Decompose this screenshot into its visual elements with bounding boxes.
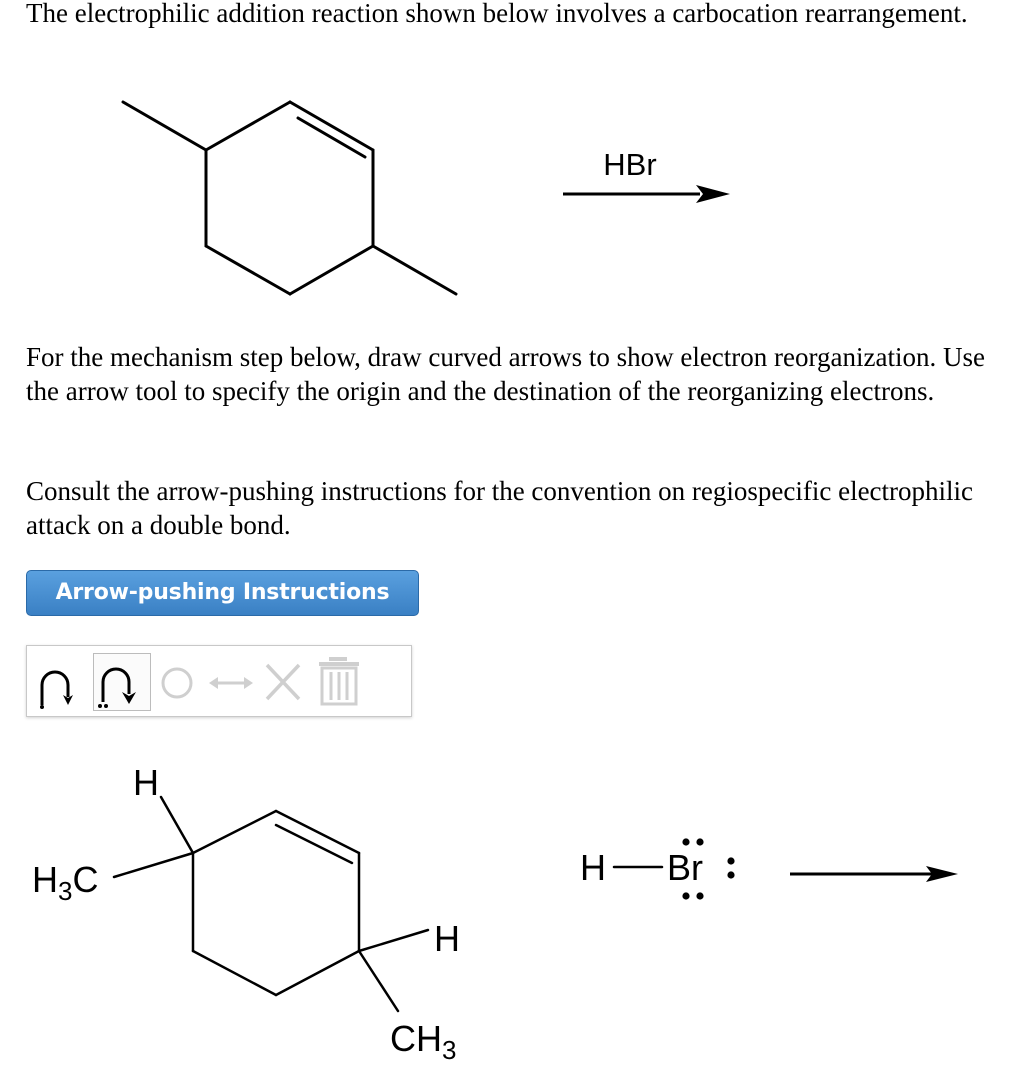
- instruction-text: For the mechanism step below, draw curved arrows to show electron reorganization. Use the arrow tool to specify the origin and the destination of the reorganizing electrons.: [26, 342, 985, 406]
- arrow-toolbar: [26, 645, 412, 717]
- mechanism-canvas[interactable]: [0, 745, 1024, 1085]
- consult-text: Consult the arrow-pushing instructions for the convention on regiospecific electrophilic attack on a double bond.: [26, 476, 974, 540]
- trash-icon: [311, 653, 367, 711]
- h-top-label: H: [133, 762, 159, 803]
- clear-tool[interactable]: [311, 653, 367, 711]
- single-curved-arrow-tool[interactable]: [33, 653, 89, 711]
- reactant-structure: [0, 0, 1024, 320]
- mechanism-arrow: [790, 866, 958, 882]
- delete-x-icon: [259, 653, 307, 711]
- single-curved-arrow-icon: [33, 653, 89, 711]
- methyl-bottom-label: $CH_3$: [390, 1018, 457, 1065]
- ring-arrow-tool[interactable]: [155, 653, 203, 711]
- h-right-label: H: [434, 918, 460, 959]
- delete-tool[interactable]: [259, 653, 307, 711]
- resonance-arrow-icon: [205, 653, 257, 711]
- resonance-arrow-tool[interactable]: [205, 653, 257, 711]
- reaction-arrow: [563, 185, 730, 203]
- double-curved-arrow-icon: [94, 654, 152, 712]
- methyl-left-label: $H_3C$: [32, 859, 99, 906]
- double-curved-arrow-tool[interactable]: [93, 653, 151, 711]
- arrow-pushing-instructions-button[interactable]: Arrow-pushing Instructions: [26, 570, 419, 616]
- reagent-label: HBr: [603, 147, 657, 182]
- ring-arrow-icon: [155, 653, 203, 711]
- intro-text: The electrophilic addition reaction shown below involves a carbocation rearrangement.: [26, 0, 968, 28]
- hbr-h-label: H: [580, 847, 606, 888]
- hbr-br-label: Br: [667, 847, 703, 888]
